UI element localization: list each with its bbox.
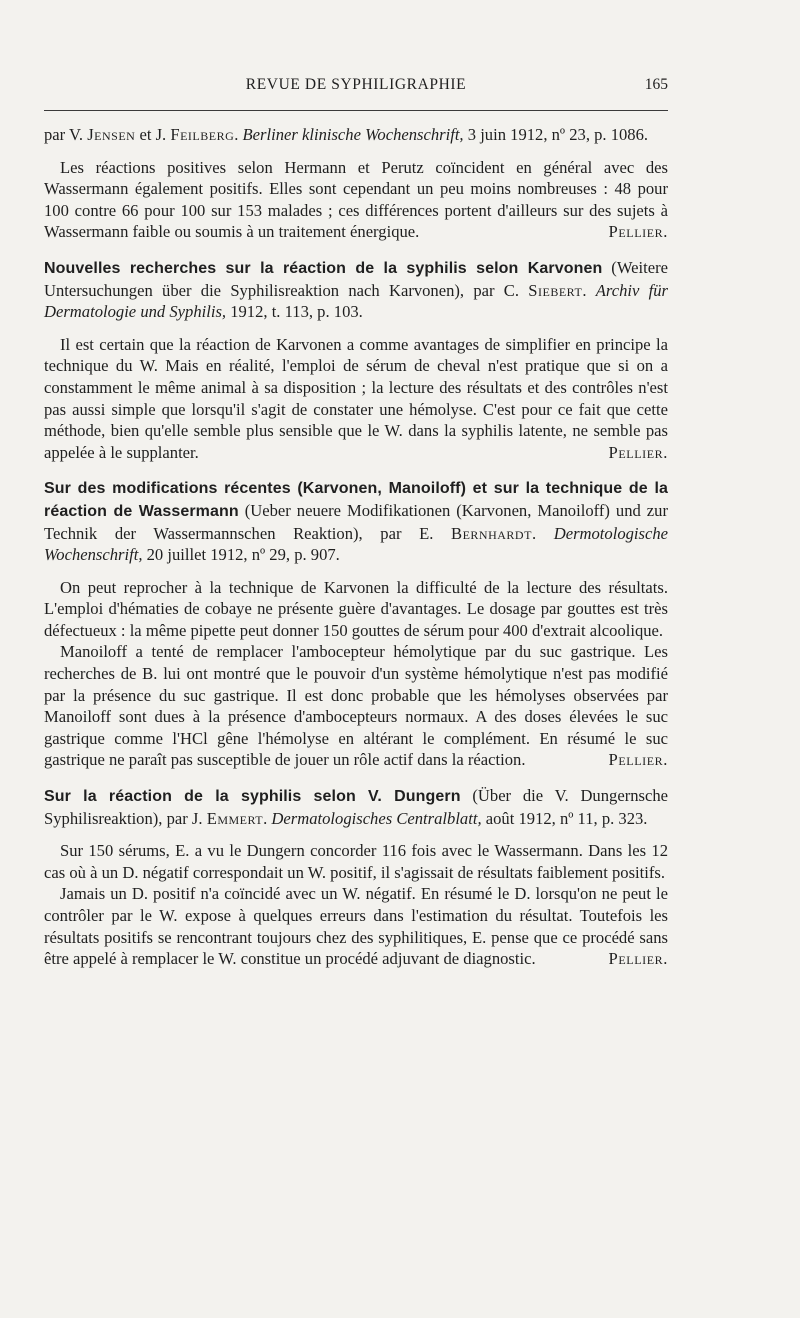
paragraph-text: Il est certain que la réaction de Karvonen a comme avantages de simplifier en principe la technique du W. Mais en réalité, l'emploi de sérum de cheval n'est pratique que si on a constamment le même animal à sa disposition ; la lecture des résultats et des contrôles n'est pas aussi simple que lorsqu'il s'agit de constater une hémolyse. C'est pour ce fait que cette méthode, bien qu'elle semble plus sensible que le W. dans la syphilis latente, ne semble pas appelée à le supplanter. [44, 334, 668, 462]
author-name: Siebert [528, 280, 583, 300]
entry-title: Sur des modifications récentes (Karvonen, Manoiloff) et sur la technique de la réaction de Wassermann [44, 480, 668, 520]
citation-text: par V. [44, 125, 88, 144]
paragraph-text: Sur 150 sérums, E. a vu le Dungern concorder 116 fois avec le Wassermann. Dans les 12 cas où à un D. négatif correspondait un W. positif, il s'agissait de résultats faiblement positifs. [44, 841, 668, 882]
citation-text: août 1912, nº 11, p. 323. [481, 808, 648, 828]
citation-text: . [582, 280, 596, 300]
entry-title: Sur la réaction de la syphilis selon V. Dungern [44, 788, 461, 806]
header-rule [44, 110, 668, 111]
author-name: Jensen [87, 125, 136, 144]
paragraph-text: Jamais un D. positif n'a coïncidé avec un W. négatif. En résumé le D. lorsqu'on ne peut le contrôler par le W. expose à quelques erreurs dans l'estimation du résultat. Toutefois les résultats positifs se rencontrant toujours chez des syphilitiques, E. pense que ce procédé sans être appelé à remplacer le W. constitue un procédé adjuvant de diagnostic. [44, 884, 668, 969]
running-title: REVUE DE SYPHILIGRAPHIE [245, 76, 467, 93]
paragraph-text: Manoiloff a tenté de remplacer l'ambocepteur hémolytique par du suc gastrique. Les recherches de B. lui ont montré que le pouvoir d'un système hémolytique n'est pas modifié par la présence du suc gastrique. Il est donc probable que les hémolyses observées par Manoiloff sont dues à la présence d'ambocepteurs normaux. A des doses élevées le suc gastrique comme l'HCl gêne l'hémolyse en altérant le complément. En résumé le suc gastrique ne paraît pas susceptible de jouer un rôle actif dans la réaction. [44, 642, 668, 770]
citation-text: et J. [135, 125, 171, 144]
paragraph [44, 577, 668, 642]
paragraph-text: On peut reprocher à la technique de Karvonen la difficulté de la lecture des résultats. L'emploi d'hématies de cobaye ne présente guère d'avantages. Le dosage par gouttes est très défectueux : la même pipette peut donner 150 gouttes de sérum pour 400 d'extrait alcoolique. [44, 577, 668, 640]
citation-text: 20 juillet 1912, nº 29, p. 907. [142, 545, 340, 565]
entry-heading [44, 477, 668, 565]
citation-text: 1912, t. 113, p. 103. [226, 302, 363, 322]
paragraph [44, 641, 668, 771]
entry-subtitle: (Weitere Untersuchungen über die Syphilisreaktion nach Karvonen), par C. [44, 257, 668, 300]
paragraph [44, 157, 668, 243]
signature: Pellier. [608, 949, 668, 969]
paragraph-text: Les réactions positives selon Hermann et Perutz coïncident en général avec des Wassermann également positifs. Elles sont cependant un peu moins nombreuses : 48 pour 100 contre 66 pour 100 sur 153 malades ; ces différences portent d'ailleurs sur des sujets à Wassermann faible ou soumis à un traitement énergique. [44, 157, 668, 242]
citation-text: . [234, 125, 243, 144]
running-header [44, 76, 668, 98]
paragraph [44, 334, 668, 464]
journal-name: Archiv für Dermatologie und Syphilis, [44, 280, 668, 322]
journal-name: Dermatologisches Centralblatt, [271, 808, 482, 828]
journal-name: Berliner klinische Wochenschrift, [242, 125, 464, 144]
entry-heading [44, 257, 668, 323]
paragraph [44, 840, 668, 883]
journal-name: Dermotologische Wochenschrift, [44, 523, 669, 565]
author-name: Feilberg [170, 125, 235, 144]
paragraph [44, 883, 668, 969]
author-name: Emmert [206, 808, 264, 828]
page-body [44, 124, 668, 970]
signature: Pellier. [608, 442, 668, 462]
signature: Pellier. [608, 222, 668, 242]
entry-title: Nouvelles recherches sur la réaction de la syphilis selon Karvonen [44, 259, 603, 277]
citation-continuation [44, 124, 668, 146]
citation-text: 3 juin 1912, nº 23, p. 1086. [463, 125, 649, 144]
signature: Pellier. [608, 750, 668, 770]
entry-subtitle: (Ueber neuere Modifikationen (Karvonen, Manoiloff) und zur Technik der Wassermannschen Reaktion), par E. [44, 500, 668, 543]
page-number: 165 [644, 76, 668, 93]
author-name: Bernhardt [451, 523, 532, 543]
citation-text: . [263, 808, 272, 828]
citation-text: . [531, 523, 554, 543]
entry-heading [44, 785, 668, 829]
entry-subtitle: (Über die V. Dungernsche Syphilisreaktion), par J. [44, 786, 668, 828]
